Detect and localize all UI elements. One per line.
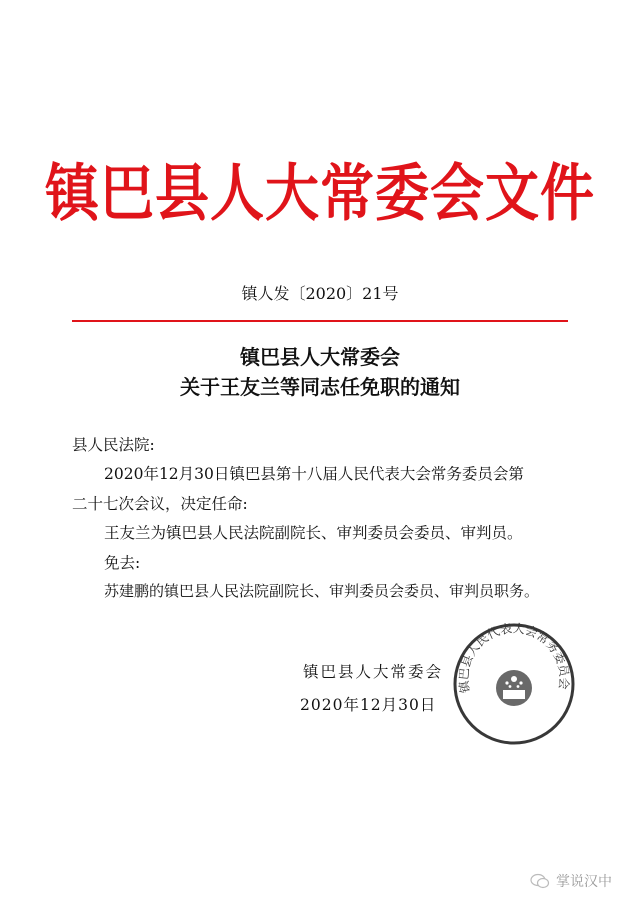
signature-org: 镇巴县人大常委会: [303, 663, 444, 681]
subject-line-2: 关于王友兰等同志任免职的通知: [180, 375, 460, 399]
watermark: [530, 871, 612, 891]
paragraph-line: 二十七次会议，决定任命:: [72, 495, 248, 513]
removal-label: 免去:: [104, 554, 141, 572]
paragraph-line: 2020年12月30日镇巴县第十八届人民代表大会常务委员会第: [104, 465, 524, 483]
watermark-label: 掌说汉中: [556, 874, 612, 890]
signature-date: 2020年12月30日: [300, 696, 437, 714]
official-seal: [452, 622, 576, 746]
document-number: 镇人发〔2020〕21号: [241, 284, 399, 303]
wechat-icon: [530, 873, 550, 889]
appointment-text: 王友兰为镇巴县人民法院副院长、审判委员会委员、审判员。: [104, 524, 523, 542]
removal-text: 苏建鹏的镇巴县人民法院副院长、审判委员会委员、审判员职务。: [104, 582, 540, 600]
national-emblem-icon: [496, 670, 532, 706]
seal-text: 镇巴县人民代表大会常务委员会: [456, 622, 572, 695]
document-title: 镇巴县人大常委会文件: [45, 156, 595, 230]
red-divider: [72, 320, 568, 322]
addressee: 县人民法院:: [72, 436, 155, 454]
subject-line-1: 镇巴县人大常委会: [240, 345, 400, 369]
